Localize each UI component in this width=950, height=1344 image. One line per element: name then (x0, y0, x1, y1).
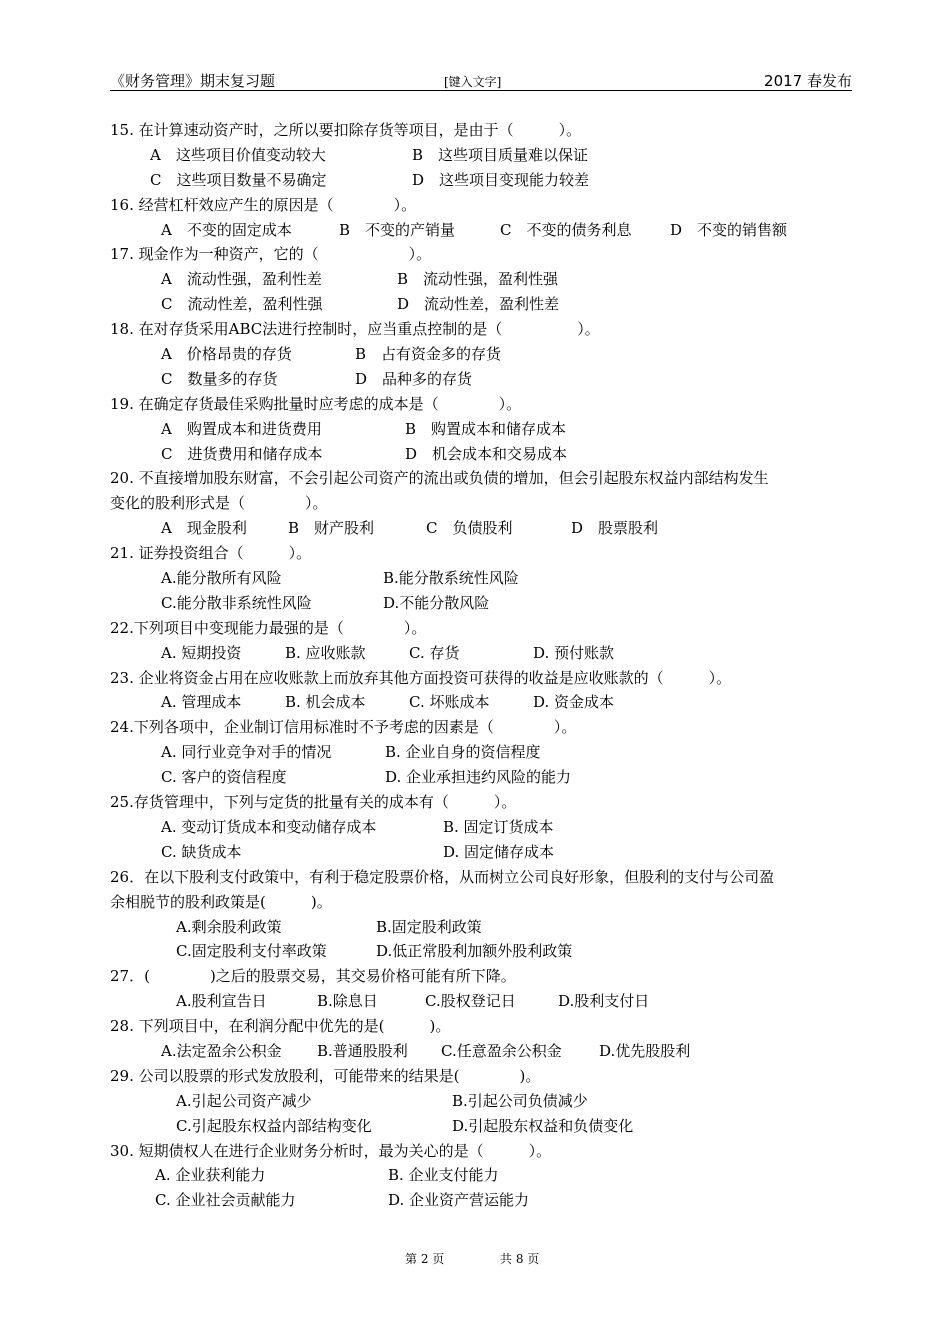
options-line (110, 442, 850, 467)
question-text: 25.存货管理中，下列与定货的批量有关的成本有（ ）。 (110, 793, 517, 812)
question-line (110, 1064, 850, 1089)
header-placeholder: [键入文字] (444, 75, 502, 89)
option-text: C 这些项目数量不易确定 (150, 170, 327, 189)
question-line (110, 242, 850, 267)
question-line (110, 466, 850, 491)
option-text: B.固定股利政策 (376, 917, 482, 936)
question-text: 24.下列各项中，企业制订信用标准时不予考虑的因素是（ ）。 (110, 718, 577, 737)
options-line (110, 1039, 850, 1064)
options-line (110, 292, 850, 317)
option-text: A. 同行业竞争对手的情况 (161, 743, 332, 762)
option-text: D. 企业承担违约风险的能力 (385, 768, 572, 787)
option-text: D 品种多的存货 (355, 369, 473, 388)
question-text: 28. 下列项目中，在利润分配中优先的是( )。 (110, 1017, 451, 1036)
question-line (110, 890, 850, 915)
question-line (110, 790, 850, 815)
option-text: B. 机会成本 (285, 693, 366, 712)
option-text: B.能分散系统性风险 (383, 569, 519, 588)
option-text: A. 变动订货成本和变动储存成本 (161, 817, 377, 836)
option-text: A.剩余股利政策 (176, 917, 282, 936)
options-line (110, 840, 850, 865)
question-text: 变化的股利形式是（ ）。 (110, 494, 328, 513)
question-line (110, 1139, 850, 1164)
options-line (110, 1114, 850, 1139)
question-line (110, 541, 850, 566)
page-header (110, 66, 852, 91)
options-line (110, 417, 850, 442)
options-line (110, 989, 850, 1014)
option-text: C.固定股利支付率政策 (176, 942, 327, 961)
option-text: B. 企业支付能力 (388, 1166, 499, 1185)
option-text: D 不变的销售额 (670, 220, 788, 239)
page-number: 第 2 页 (405, 1252, 445, 1266)
options-line (110, 740, 850, 765)
option-text: D. 企业资产营运能力 (388, 1191, 530, 1210)
option-text: D.优先股股利 (599, 1041, 691, 1060)
options-line (110, 218, 850, 243)
option-text: B. 应收账款 (285, 643, 366, 662)
option-text: D 流动性差，盈利性差 (397, 295, 560, 314)
question-line (110, 666, 850, 691)
option-text: B 购置成本和储存成本 (405, 419, 567, 438)
option-text: A 购置成本和进货费用 (161, 419, 322, 438)
option-text: A.股利宣告日 (176, 992, 267, 1011)
option-text: C. 企业社会贡献能力 (155, 1191, 296, 1210)
option-text: B 财产股利 (288, 519, 375, 538)
option-text: C 不变的债务利息 (500, 220, 632, 239)
options-line (110, 765, 850, 790)
option-text: C 负债股利 (426, 519, 513, 538)
option-text: C 流动性差，盈利性强 (161, 295, 323, 314)
question-line (110, 616, 850, 641)
option-text: D.低正常股利加额外股利政策 (376, 942, 573, 961)
question-line (110, 865, 850, 890)
option-text: A.法定盈余公积金 (161, 1041, 282, 1060)
option-text: D 股票股利 (571, 519, 659, 538)
question-line (110, 118, 850, 143)
question-line (110, 1014, 850, 1039)
document-title: 《财务管理》期末复习题 (110, 72, 276, 90)
question-text: 30. 短期债权人在进行企业财务分析时，最为关心的是（ ）。 (110, 1141, 552, 1160)
option-text: B.普通股股利 (317, 1041, 408, 1060)
option-text: A. 短期投资 (161, 643, 242, 662)
question-text: 22.下列项目中变现能力最强的是（ ）。 (110, 618, 427, 637)
question-text: 26．在以下股利支付政策中，有利于稳定股票价格，从而树立公司良好形象，但股利的支付与公司盈 (110, 867, 775, 886)
question-text: 29. 公司以股票的形式发放股利，可能带来的结果是( )。 (110, 1066, 541, 1085)
option-text: B 流动性强，盈利性强 (397, 270, 559, 289)
options-line (110, 367, 850, 392)
header-date: 2017 春发布 (764, 72, 852, 90)
option-text: A 流动性强，盈利性差 (161, 270, 322, 289)
question-list (110, 118, 850, 1213)
option-text: D 机会成本和交易成本 (405, 444, 568, 463)
option-text: B 占有资金多的存货 (355, 345, 502, 364)
options-line (110, 516, 850, 541)
options-line (110, 143, 850, 168)
option-text: C. 存货 (409, 643, 460, 662)
options-line (110, 690, 850, 715)
question-text: 18. 在对存货采用ABC法进行控制时，应当重点控制的是（ ）。 (110, 320, 600, 339)
option-text: C.任意盈余公积金 (441, 1041, 562, 1060)
option-text: C. 客户的资信程度 (161, 768, 287, 787)
question-text: 15. 在计算速动资产时，之所以要扣除存货等项目，是由于（ ）。 (110, 121, 582, 139)
option-text: C.引起股东权益内部结构变化 (176, 1116, 372, 1135)
question-line (110, 392, 850, 417)
options-line (110, 342, 850, 367)
options-line (110, 641, 850, 666)
option-text: C.股权登记日 (425, 992, 516, 1011)
question-text: 21. 证券投资组合（ ）。 (110, 544, 312, 563)
question-line (110, 715, 850, 740)
question-text: 16. 经营杠杆效应产生的原因是（ ）。 (110, 195, 417, 214)
options-line (110, 1188, 850, 1213)
option-text: A. 企业获利能力 (155, 1166, 266, 1185)
options-line (110, 815, 850, 840)
option-text: A. 管理成本 (161, 693, 242, 712)
question-text: 17. 现金作为一种资产，它的（ ）。 (110, 245, 432, 264)
question-text: 余相脱节的股利政策是( )。 (110, 892, 332, 911)
option-text: D.不能分散风险 (383, 593, 490, 612)
option-text: D 这些项目变现能力较差 (412, 170, 590, 189)
option-text: B.引起公司负债减少 (452, 1091, 588, 1110)
question-line (110, 491, 850, 516)
option-text: A.引起公司资产减少 (176, 1091, 312, 1110)
option-text: D. 预付账款 (533, 643, 615, 662)
option-text: B.除息日 (317, 992, 378, 1011)
question-line (110, 964, 850, 989)
question-text: 27．( )之后的股票交易，其交易价格可能有所下降。 (110, 967, 516, 986)
option-text: C.能分散非系统性风险 (161, 593, 312, 612)
options-line (110, 915, 850, 940)
options-line (110, 591, 850, 616)
options-line (110, 939, 850, 964)
option-text: A 不变的固定成本 (161, 220, 292, 239)
option-text: A 价格昂贵的存货 (161, 345, 292, 364)
option-text: D. 资金成本 (533, 693, 615, 712)
option-text: C. 缺货成本 (161, 842, 242, 861)
option-text: D. 固定储存成本 (443, 842, 555, 861)
option-text: B 不变的产销量 (339, 220, 456, 239)
option-text: C 进货费用和储存成本 (161, 444, 323, 463)
option-text: C. 坏账成本 (409, 693, 490, 712)
option-text: A.能分散所有风险 (161, 569, 282, 588)
option-text: B 这些项目质量难以保证 (412, 145, 589, 164)
question-text: 20. 不直接增加股东财富，不会引起公司资产的流出或负债的增加，但会引起股东权益内部结构发生 (110, 469, 769, 488)
options-line (110, 1089, 850, 1114)
question-line (110, 317, 850, 342)
option-text: B. 企业自身的资信程度 (385, 743, 541, 762)
options-line (110, 267, 850, 292)
question-line (110, 193, 850, 218)
option-text: A 这些项目价值变动较大 (150, 145, 326, 164)
option-text: C 数量多的存货 (161, 369, 278, 388)
option-text: A 现金股利 (161, 519, 247, 538)
page-total: 共 8 页 (500, 1252, 540, 1266)
question-text: 19. 在确定存货最佳采购批量时应考虑的成本是（ ）。 (110, 394, 522, 413)
options-line (110, 566, 850, 591)
option-text: D.引起股东权益和负债变化 (452, 1116, 634, 1135)
options-line (110, 168, 850, 193)
option-text: D.股利支付日 (558, 992, 650, 1011)
option-text: B. 固定订货成本 (443, 817, 554, 836)
options-line (110, 1163, 850, 1188)
question-text: 23. 企业将资金占用在应收账款上而放弃其他方面投资可获得的收益是应收账款的（ ）。 (110, 668, 732, 687)
